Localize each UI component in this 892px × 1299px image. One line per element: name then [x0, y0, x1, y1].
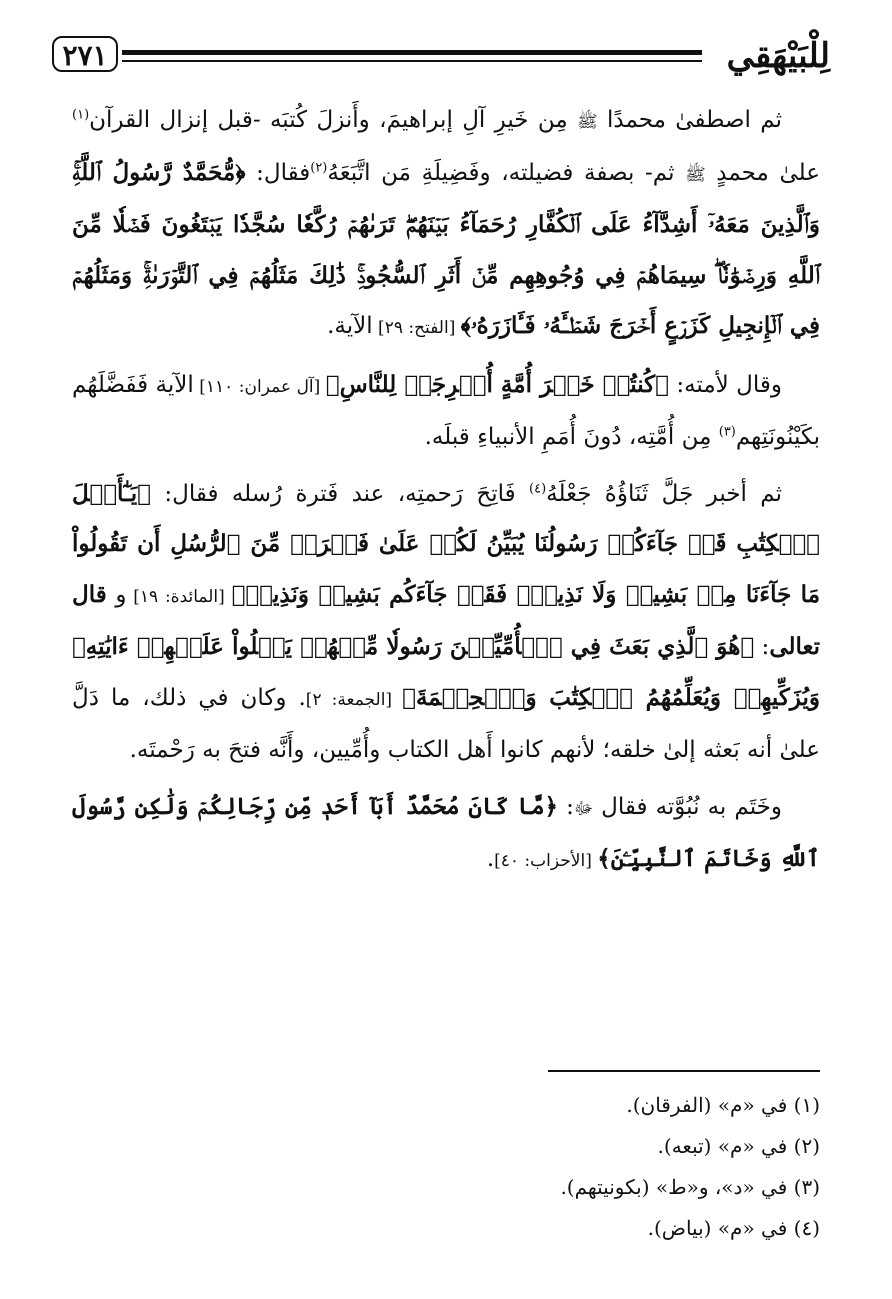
page-number: ٢٧١ [52, 36, 118, 72]
text-run: مِن أُمَّتِه، دُونَ أُمَمِ الأنبياءِ قبلَه. [424, 424, 719, 450]
text-run: الآية فَفَضَّلَهُم بكَيْنُونَتِهم [72, 371, 820, 450]
footnote-4: (٤) في «م» (بياض). [647, 1216, 820, 1240]
footnote-marker: (١) [72, 107, 90, 123]
honorific-glyph: ﷺ [685, 164, 706, 185]
text-run: فَاتِحَ رَحمتِه، عند فَترة رُسله فقال: [150, 480, 530, 507]
text-run: : [558, 793, 574, 820]
text-run: مِن خَيرِ آلِ إبراهيمَ، وأَنزلَ كُتبَه -قبل إنزال القرآن [89, 107, 578, 133]
running-title: لِلْبَيْهَقِي [726, 36, 830, 76]
footnote-1: (١) في «م» (الفرقان). [626, 1093, 820, 1117]
verse-reference: [الفتح: ٢٩] [372, 318, 461, 338]
text-run: فقال: [245, 159, 311, 186]
paragraph-3 [72, 469, 820, 776]
taala-phrase: قال تعالى [72, 580, 820, 660]
text-run: . وكان في ذلك، ما دَلَّ علىٰ أنه بَعثه إلىٰ خلقه؛ لأنهم كانوا أَهل الكتاب وأُمِّيين، وأَنَّه فتحَ به رَحْمتَه. [72, 684, 820, 763]
footnote-separator [548, 1070, 820, 1072]
text-run: ثم اصطفىٰ محمدًا [597, 107, 782, 133]
quran-verse: ﴿هُوَ ٱلَّذِي بَعَثَ فِي ٱلۡأُمِّيِّـۧنَ رَسُولٗا مِّنۡهُمۡ يَتۡلُواْ عَلَيۡهِمۡ ءَايَٰتِهِۦ وَيُزَكِّيهِمۡ وَيُعَلِّمُهُمُ ٱلۡكِتَٰبَ وَٱلۡحِكۡمَةَ﴾ [72, 633, 821, 711]
text-run: وخَتَم به نُبُوَّته فقال [593, 793, 782, 820]
paragraph-1 [72, 95, 820, 354]
header-rule-thick [122, 50, 702, 55]
text-run: : [754, 634, 770, 660]
footnote-2: (٢) في «م» (تبعه). [657, 1134, 820, 1158]
text-run: وقال لأمته: [668, 371, 783, 398]
quran-verse: ﴿يَـٰٓأَهۡلَ ٱلۡكِتَٰبِ قَدۡ جَآءَكُمۡ رَسُولُنَا يُبَيِّنُ لَكُمۡ عَلَىٰ فَتۡرَةٖ مِّنَ ٱلرُّسُلِ أَن تَقُولُواْ مَا جَآءَنَا مِنۢ بَشِيرٖ وَلَا نَذِيرٖۖ فَقَدۡ جَآءَكُم بَشِيرٞ وَنَذِيرٞ﴾ [72, 479, 821, 608]
text-run: ثم أخبر جَلَّ ثَنَاؤُهُ جَعْلَهُ [546, 480, 783, 507]
honorific-glyph: ﷻ [573, 798, 594, 819]
quran-verse: ﴿كُنتُمۡ خَيۡرَ أُمَّةٍ أُخۡرِجَتۡ لِلنَّاسِ﴾ [325, 370, 669, 398]
main-text [72, 95, 820, 887]
paragraph-4 [72, 782, 820, 887]
text-run: الآية. [327, 313, 373, 339]
verse-reference: [المائدة: ١٩] [126, 586, 232, 607]
honorific-glyph: ﷺ [577, 112, 598, 132]
quran-verse: ﴿مُّحَمَّدٌ رَّسُولُ ٱللَّهِۚ وَٱلَّذِينَ مَعَهُۥٓ أَشِدَّآءُ عَلَى ٱلۡكُفَّارِ رُحَمَآءُ بَيۡنَهُمۡۖ تَرَىٰهُمۡ رُكَّعٗا سُجَّدٗا يَبۡتَغُونَ فَضۡلٗا مِّنَ ٱللَّهِ وَرِضۡوَٰنٗاۖ سِيمَاهُمۡ فِي وُجُوهِهِم مِّنۡ أَثَرِ ٱلسُّجُودِۚ ذَٰلِكَ مَثَلُهُمۡ فِي ٱلتَّوۡرَىٰةِۚ وَمَثَلُهُمۡ فِي ٱلۡإِنجِيلِ كَزَرۡعٍ أَخۡرَجَ شَطۡـَٔهُۥ فَـَٔازَرَهُۥ﴾ [72, 158, 820, 339]
footnote-3: (٣) في «د»، و«ط» (بكونيتهم). [560, 1175, 820, 1199]
text-run: و [106, 581, 127, 608]
footnote-marker: (٤) [529, 480, 547, 496]
verse-reference: [الأحزاب: ٤٠] [494, 851, 598, 871]
footnotes [72, 1085, 820, 1249]
verse-reference: [الجمعة: ٢] [305, 689, 403, 710]
paragraph-2 [72, 360, 820, 463]
text-run: ثم- بصفة فضيلته، وفَضِيلَةِ مَن اتَّبَعَهُ [327, 159, 686, 186]
footnote-marker: (٣) [718, 424, 736, 440]
text-run: علىٰ محمدٍ [705, 159, 820, 186]
page-header [52, 34, 830, 82]
text-run: . [486, 846, 495, 872]
footnote-marker: (٢) [310, 159, 328, 175]
header-rule-thin [122, 60, 702, 62]
quran-verse: ﴿مَّا كَانَ مُحَمَّدٌ أَبَآ أَحَدٖ مِّن رِّجَالِكُمۡ وَلَٰكِن رَّسُولَ ٱللَّهِ وَخَاتَمَ ٱلنَّبِيِّـۧنَ﴾ [72, 792, 820, 872]
verse-reference: [آل عمران: ١١٠] [193, 376, 326, 397]
